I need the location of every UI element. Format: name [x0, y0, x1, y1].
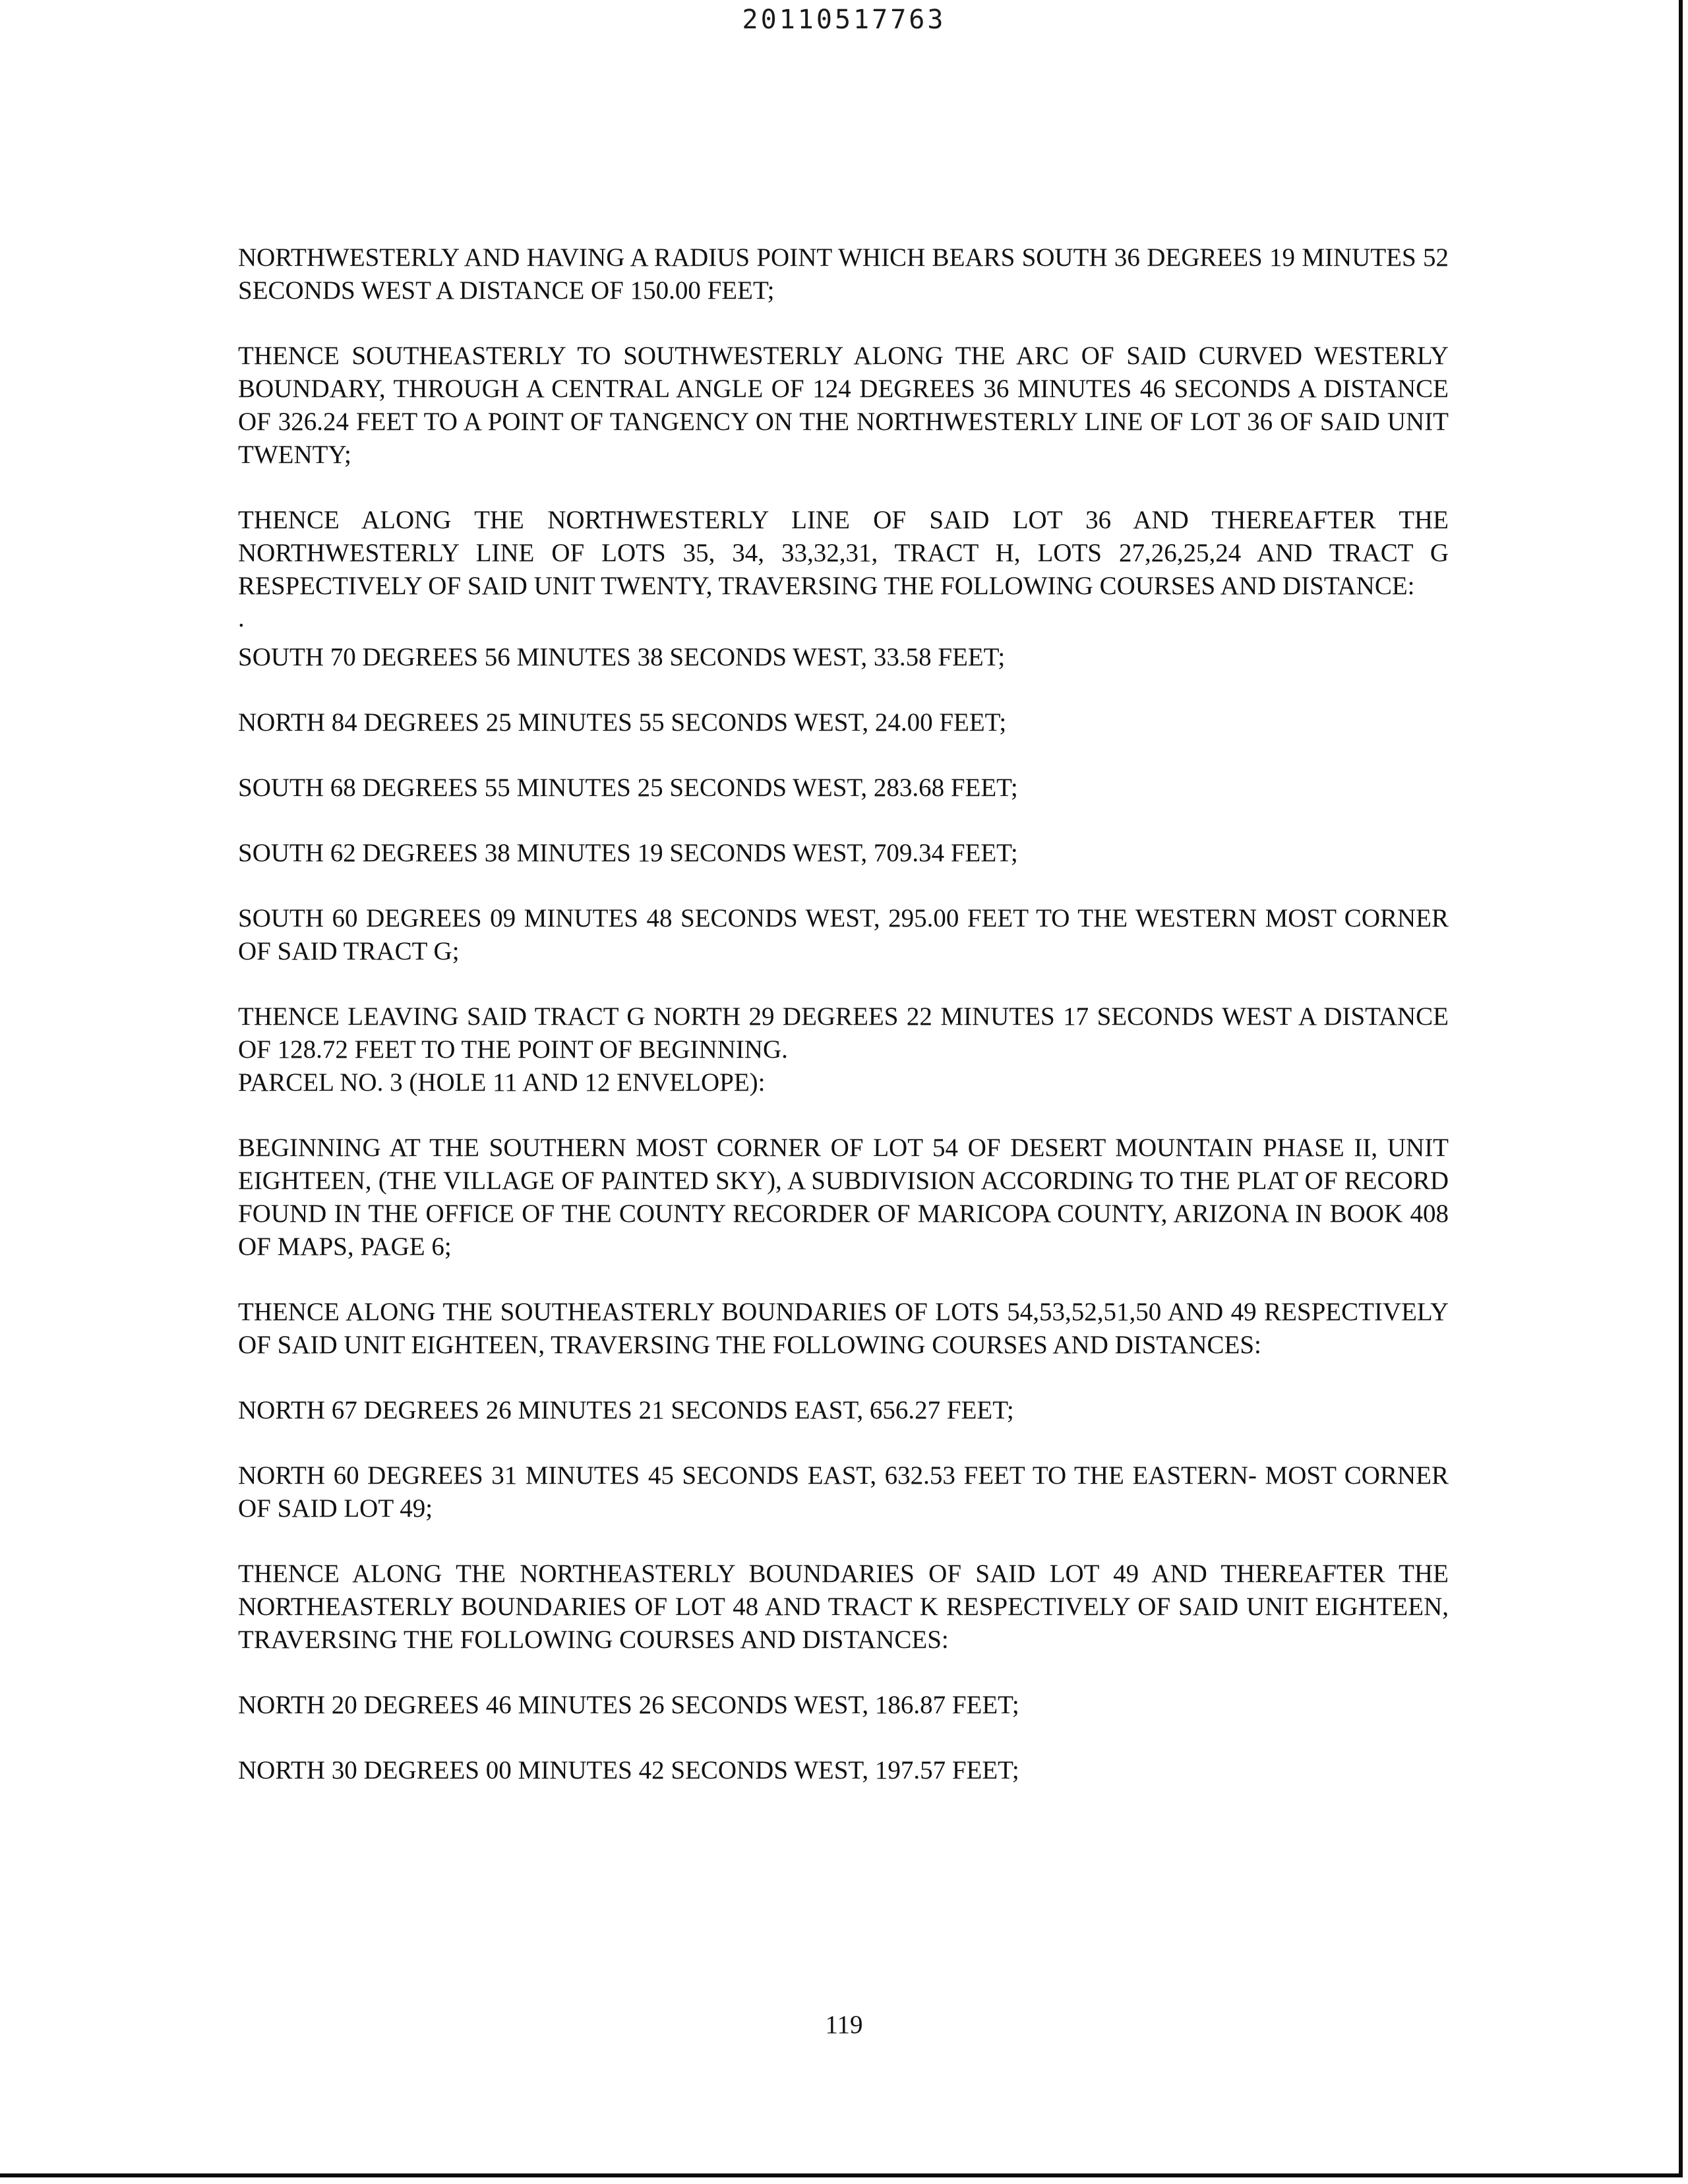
stray-dot-mark: .: [238, 604, 245, 632]
paragraph-radius-point: NORTHWESTERLY AND HAVING A RADIUS POINT WHICH BEARS SOUTH 36 DEGREES 19 MINUTES 52 SECONDS WEST A DISTANCE OF 150.00 FEET;: [238, 243, 1449, 305]
course-line: NORTH 20 DEGREES 46 MINUTES 26 SECONDS WEST, 186.87 FEET;: [238, 1691, 1019, 1719]
course-line: NORTH 84 DEGREES 25 MINUTES 55 SECONDS WEST, 24.00 FEET;: [238, 708, 1007, 737]
scan-right-edge: [1679, 0, 1683, 2176]
course-line: NORTH 60 DEGREES 31 MINUTES 45 SECONDS EAST, 632.53 FEET TO THE EASTERN- MOST CORNER OF SAID LOT 49;: [238, 1461, 1449, 1523]
course-line: NORTH 30 DEGREES 00 MINUTES 42 SECONDS WEST, 197.57 FEET;: [238, 1756, 1019, 1784]
paragraph-point-of-beginning: THENCE LEAVING SAID TRACT G NORTH 29 DEGREES 22 MINUTES 17 SECONDS WEST A DISTANCE OF 128.72 FEET TO THE POINT OF BEGINNING.: [238, 1002, 1449, 1064]
page-number: 119: [825, 2011, 863, 2039]
paragraph-northeasterly-boundaries: THENCE ALONG THE NORTHEASTERLY BOUNDARIES OF SAID LOT 49 AND THEREAFTER THE NORTHEASTERLY BOUNDARIES OF LOT 48 AND TRACT K RESPECTIVELY OF SAID UNIT EIGHTEEN, TRAVERSING THE FOLLOWING COURSES AND DISTANCES:: [238, 1560, 1449, 1654]
course-line: SOUTH 60 DEGREES 09 MINUTES 48 SECONDS WEST, 295.00 FEET TO THE WESTERN MOST CORNER OF SAID TRACT G;: [238, 904, 1449, 965]
paragraph-southeasterly-boundaries: THENCE ALONG THE SOUTHEASTERLY BOUNDARIES OF LOTS 54,53,52,51,50 AND 49 RESPECTIVELY OF SAID UNIT EIGHTEEN, TRAVERSING THE FOLLOWING COURSES AND DISTANCES:: [238, 1298, 1449, 1359]
document-number: 20110517763: [742, 5, 946, 35]
paragraph-beginning-lot-54: BEGINNING AT THE SOUTHERN MOST CORNER OF LOT 54 OF DESERT MOUNTAIN PHASE II, UNIT EIGHTEEN, (THE VILLAGE OF PAINTED SKY), A SUBDIVISION ACCORDING TO THE PLAT OF RECORD FOUND IN THE OFFICE OF THE COUNTY RECORDER OF MARICOPA COUNTY, ARIZONA IN BOOK 408 OF MAPS, PAGE 6;: [238, 1134, 1449, 1261]
parcel-heading: PARCEL NO. 3 (HOLE 11 AND 12 ENVELOPE):: [238, 1068, 766, 1097]
course-line: SOUTH 70 DEGREES 56 MINUTES 38 SECONDS WEST, 33.58 FEET;: [238, 643, 1006, 671]
course-line: NORTH 67 DEGREES 26 MINUTES 21 SECONDS EAST, 656.27 FEET;: [238, 1396, 1014, 1424]
course-line: SOUTH 62 DEGREES 38 MINUTES 19 SECONDS WEST, 709.34 FEET;: [238, 839, 1018, 867]
legal-description-body: [238, 241, 1449, 1819]
course-line: SOUTH 68 DEGREES 55 MINUTES 25 SECONDS WEST, 283.68 FEET;: [238, 774, 1018, 802]
paragraph-northwesterly-line: THENCE ALONG THE NORTHWESTERLY LINE OF SAID LOT 36 AND THEREAFTER THE NORTHWESTERLY LINE OF LOTS 35, 34, 33,32,31, TRACT H, LOTS 27,26,25,24 AND TRACT G RESPECTIVELY OF SAID UNIT TWENTY, TRAVERSING THE FOLLOWING COURSES AND DISTANCE:: [238, 506, 1449, 600]
scan-bottom-edge: [0, 2173, 1683, 2177]
paragraph-arc-curve: THENCE SOUTHEASTERLY TO SOUTHWESTERLY ALONG THE ARC OF SAID CURVED WESTERLY BOUNDARY, THROUGH A CENTRAL ANGLE OF 124 DEGREES 36 MINUTES 46 SECONDS A DISTANCE OF 326.24 FEET TO A POINT OF TANGENCY ON THE NORTHWESTERLY LINE OF LOT 36 OF SAID UNIT TWENTY;: [238, 342, 1449, 469]
